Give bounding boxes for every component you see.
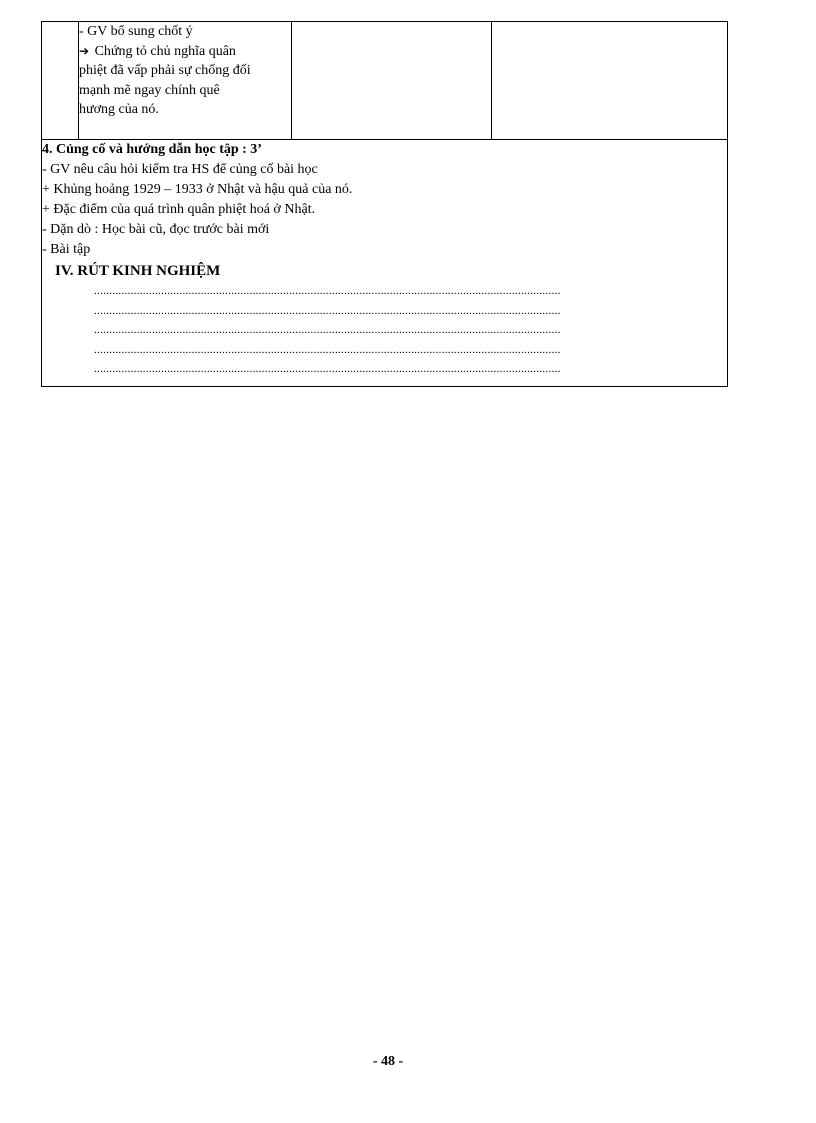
dotted-line: ......................................................................................................................................................... [94, 343, 561, 356]
list-item: - Dặn dò : Học bài cũ, đọc trước bài mới [42, 222, 270, 237]
activity-line-arrow [79, 42, 291, 62]
list-item: + Khủng hoảng 1929 – 1933 ở Nhật và hậu quả của nó. [42, 182, 353, 197]
arrow-right-icon: ➔ [79, 43, 90, 58]
table-row [42, 22, 728, 140]
list-item: + Đặc điểm của quá trình quân phiệt hoá ở Nhật. [42, 202, 316, 217]
activity-line: Chứng tỏ chủ nghĩa quân [94, 43, 236, 59]
consolidation-section [42, 140, 728, 387]
activity-line: hương của nó. [79, 102, 159, 117]
list-item: - Bài tập [42, 242, 91, 257]
table-row [42, 140, 728, 387]
page-number: - 48 - [372, 1054, 404, 1069]
table-cell-empty [42, 22, 79, 140]
activity-line: - GV bổ sung chốt ý [79, 24, 193, 39]
section-title: IV. RÚT KINH NGHIỆM [55, 263, 221, 279]
activity-line: mạnh mẽ ngay chính quê [79, 82, 220, 98]
dotted-line: ......................................................................................................................................................... [94, 363, 561, 375]
table-cell-activity [79, 22, 292, 140]
section-heading: 4. Củng cố và hướng dẫn học tập : 3’ [42, 142, 262, 157]
dotted-line: ......................................................................................................................................................... [94, 285, 561, 297]
dotted-line: ......................................................................................................................................................... [94, 304, 561, 317]
activity-line: phiệt đã vấp phải sự chống đối [79, 63, 251, 78]
lesson-table [41, 21, 728, 387]
table-cell-empty [492, 22, 728, 140]
list-item: - GV nêu câu hỏi kiểm tra HS để củng cố bài học [42, 162, 318, 177]
dotted-line: ......................................................................................................................................................... [94, 324, 561, 336]
table-cell-empty [292, 22, 492, 140]
